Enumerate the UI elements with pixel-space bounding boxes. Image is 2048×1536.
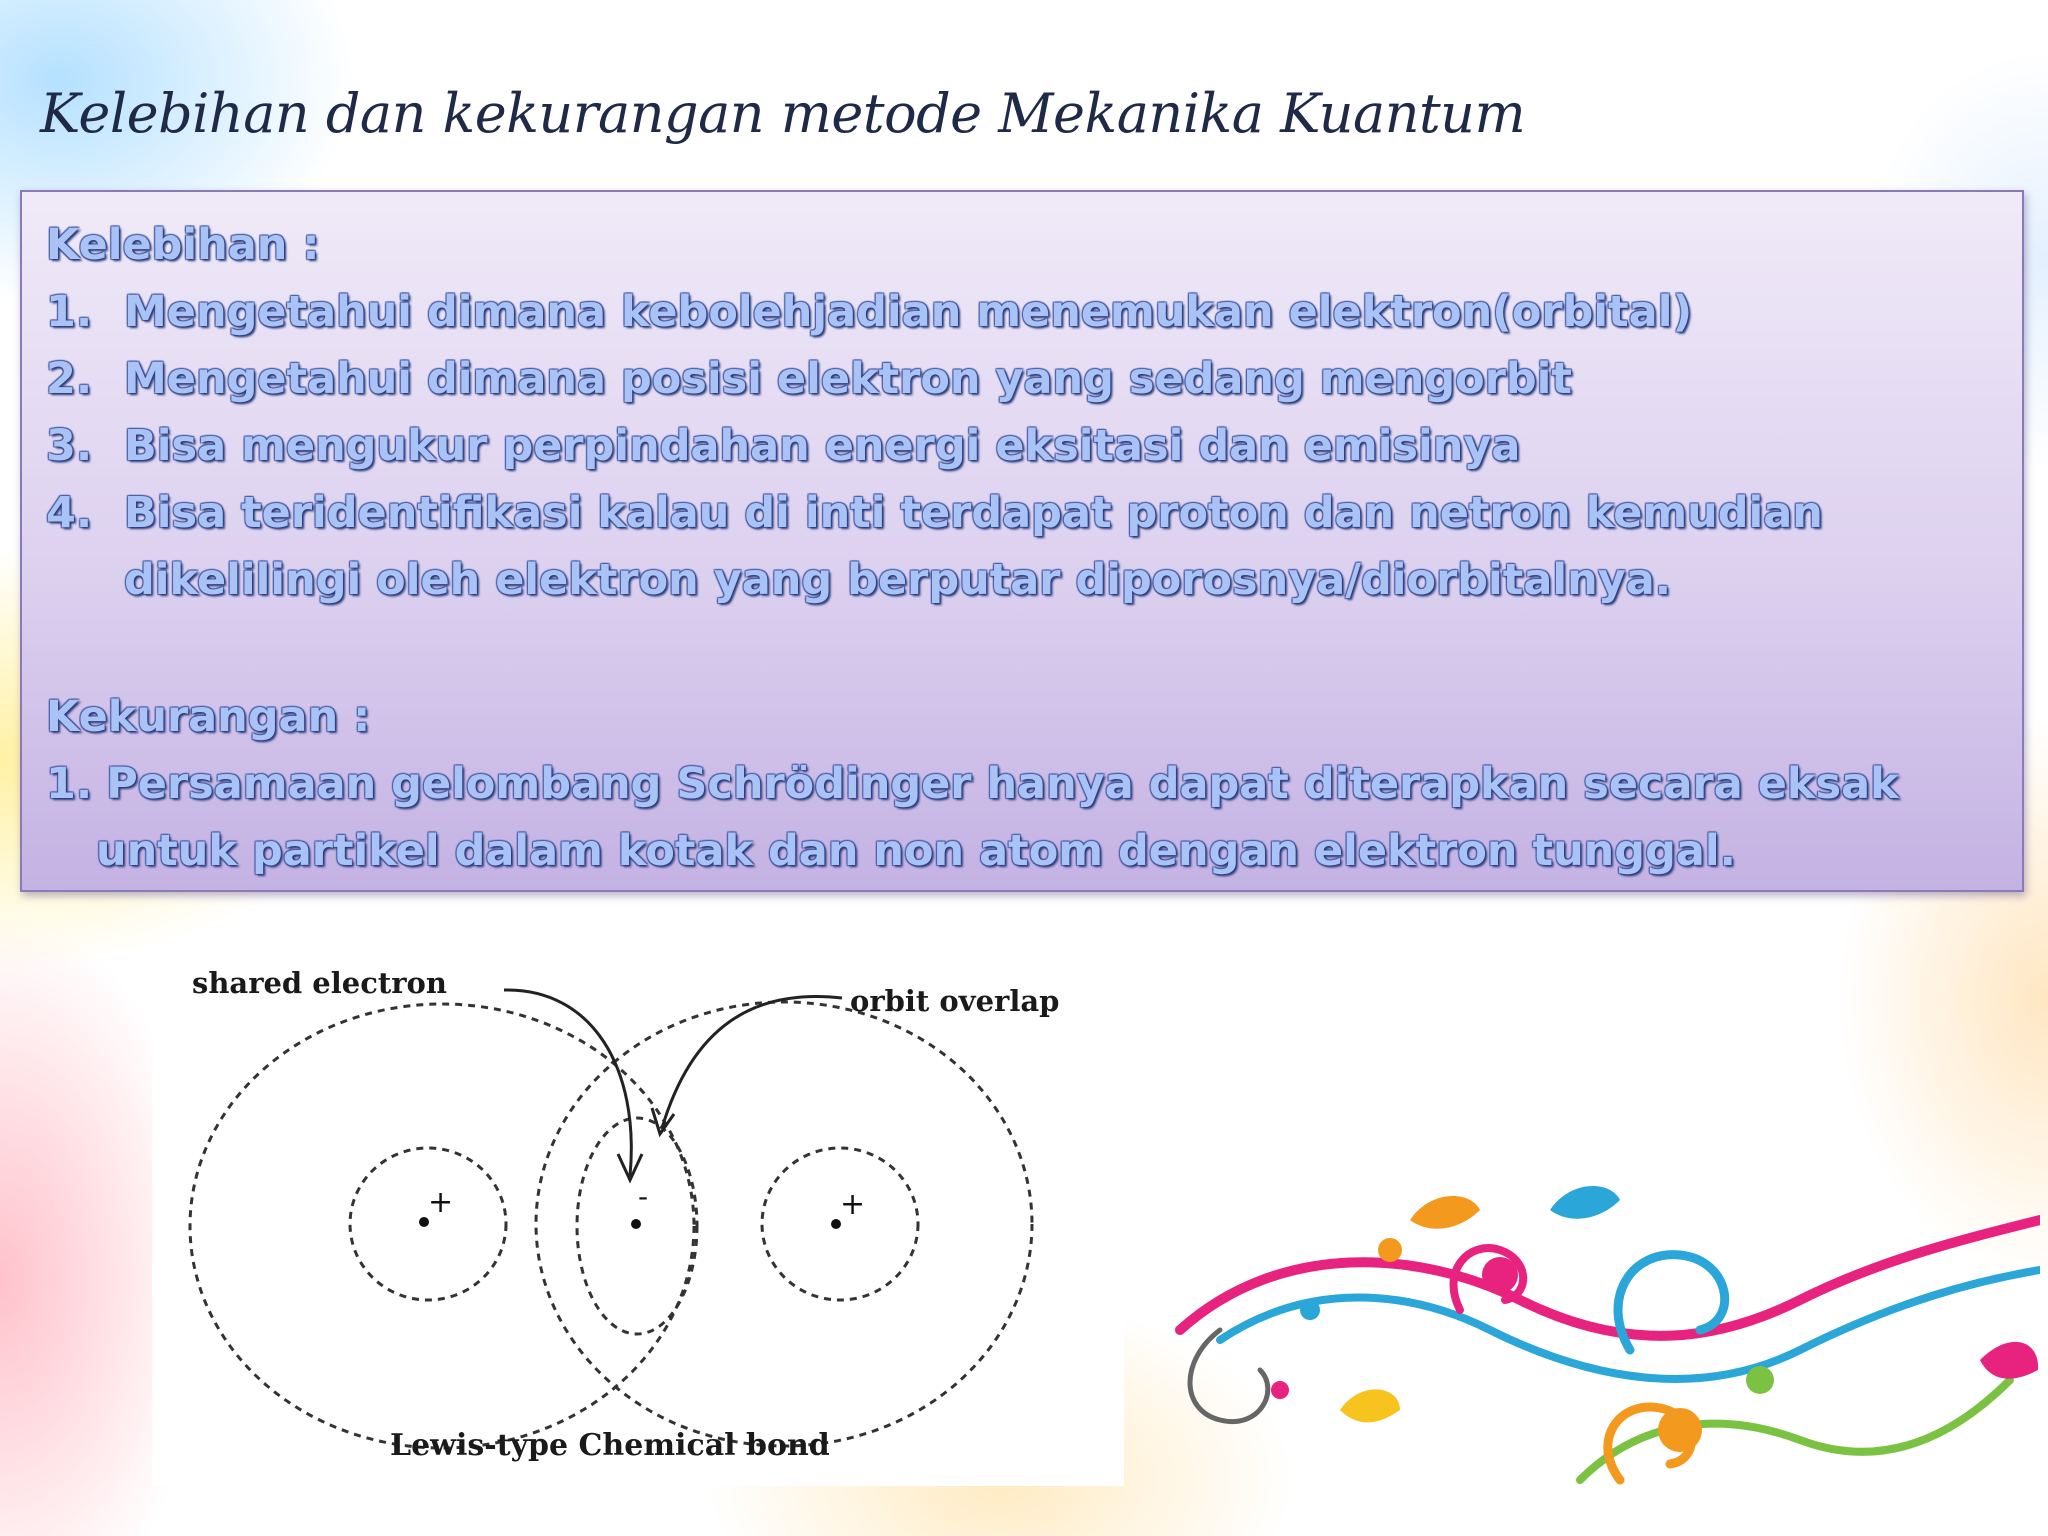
swirl-blue-curve [1220,1270,2040,1379]
item-number: 3. [46,421,93,471]
kelebihan-item-1 [46,279,1998,346]
item-number: 1. [46,287,93,337]
shared-arrow [504,990,631,1176]
swirl-leaf-orange [1410,1196,1480,1229]
item-text: Persamaan gelombang Schrödinger hanya dapat diterapkan secara eksak [106,759,1899,809]
swirl-left-curl [1190,1330,1268,1422]
kelebihan-item-4-continuation: dikelilingi oleh elektron yang berputar diporosnya/diorbitalnya. [124,555,1672,605]
kelebihan-item-2 [46,346,1998,413]
section-gap [46,614,1998,684]
swirl-lower-curve [1580,1380,2010,1480]
right-plus-sign: + [840,1187,866,1222]
kelebihan-item-3 [46,413,1998,480]
swirl-dot-pink [1482,1257,1518,1293]
kekurangan-item-1 [46,751,1998,818]
shared-minus-sign: - [638,1180,649,1213]
kelebihan-heading: Kelebihan : [46,220,320,270]
item-number: 1. [46,759,93,809]
kekurangan-heading: Kekurangan : [46,692,371,742]
swirl-leaf-pink [1980,1342,2038,1379]
item-number: 4. [46,488,93,538]
swirl-leaf-blue [1550,1186,1620,1219]
swirl-dot-blue [1300,1300,1320,1320]
left-plus-sign: + [428,1185,454,1220]
item-text: Mengetahui dimana posisi elektron yang sedang mengorbit [124,354,1572,404]
orbit-overlap-label: orbit overlap [850,984,1060,1018]
item-text: Bisa mengukur perpindahan energi eksitasi dan emisinya [124,421,1521,471]
item-number: 2. [46,354,93,404]
lewis-bond-diagram [152,958,1124,1486]
right-outer-orbit [536,1002,1032,1446]
swirl-dot-green [1746,1366,1774,1394]
item-text: Mengetahui dimana kebolehjadian menemukan elektron(orbital) [124,287,1693,337]
content-box [20,190,2024,892]
swirl-dot-orange [1378,1238,1402,1262]
swirl-dot-pink-2 [1271,1381,1289,1399]
kelebihan-item-4 [46,480,1998,547]
diagram-caption: Lewis-type Chemical bond [390,1428,830,1463]
swirl-dot-orange-2 [1658,1408,1702,1452]
slide-title: Kelebihan dan kekurangan metode Mekanika Kuantum [40,82,1526,145]
item-text: Bisa teridentifikasi kalau di inti terdapat proton dan netron kemudian [124,488,1823,538]
swirl-leaf-yellow [1340,1389,1400,1422]
decorative-swirl [1160,1180,2040,1536]
shared-electron-dot [631,1219,641,1229]
shared-electron-label: shared electron [192,966,447,1000]
lewis-bond-svg [152,958,1124,1486]
overlap-arrow [662,997,842,1128]
kekurangan-item-1-continuation: untuk partikel dalam kotak dan non atom dengan elektron tunggal. [96,826,1736,876]
